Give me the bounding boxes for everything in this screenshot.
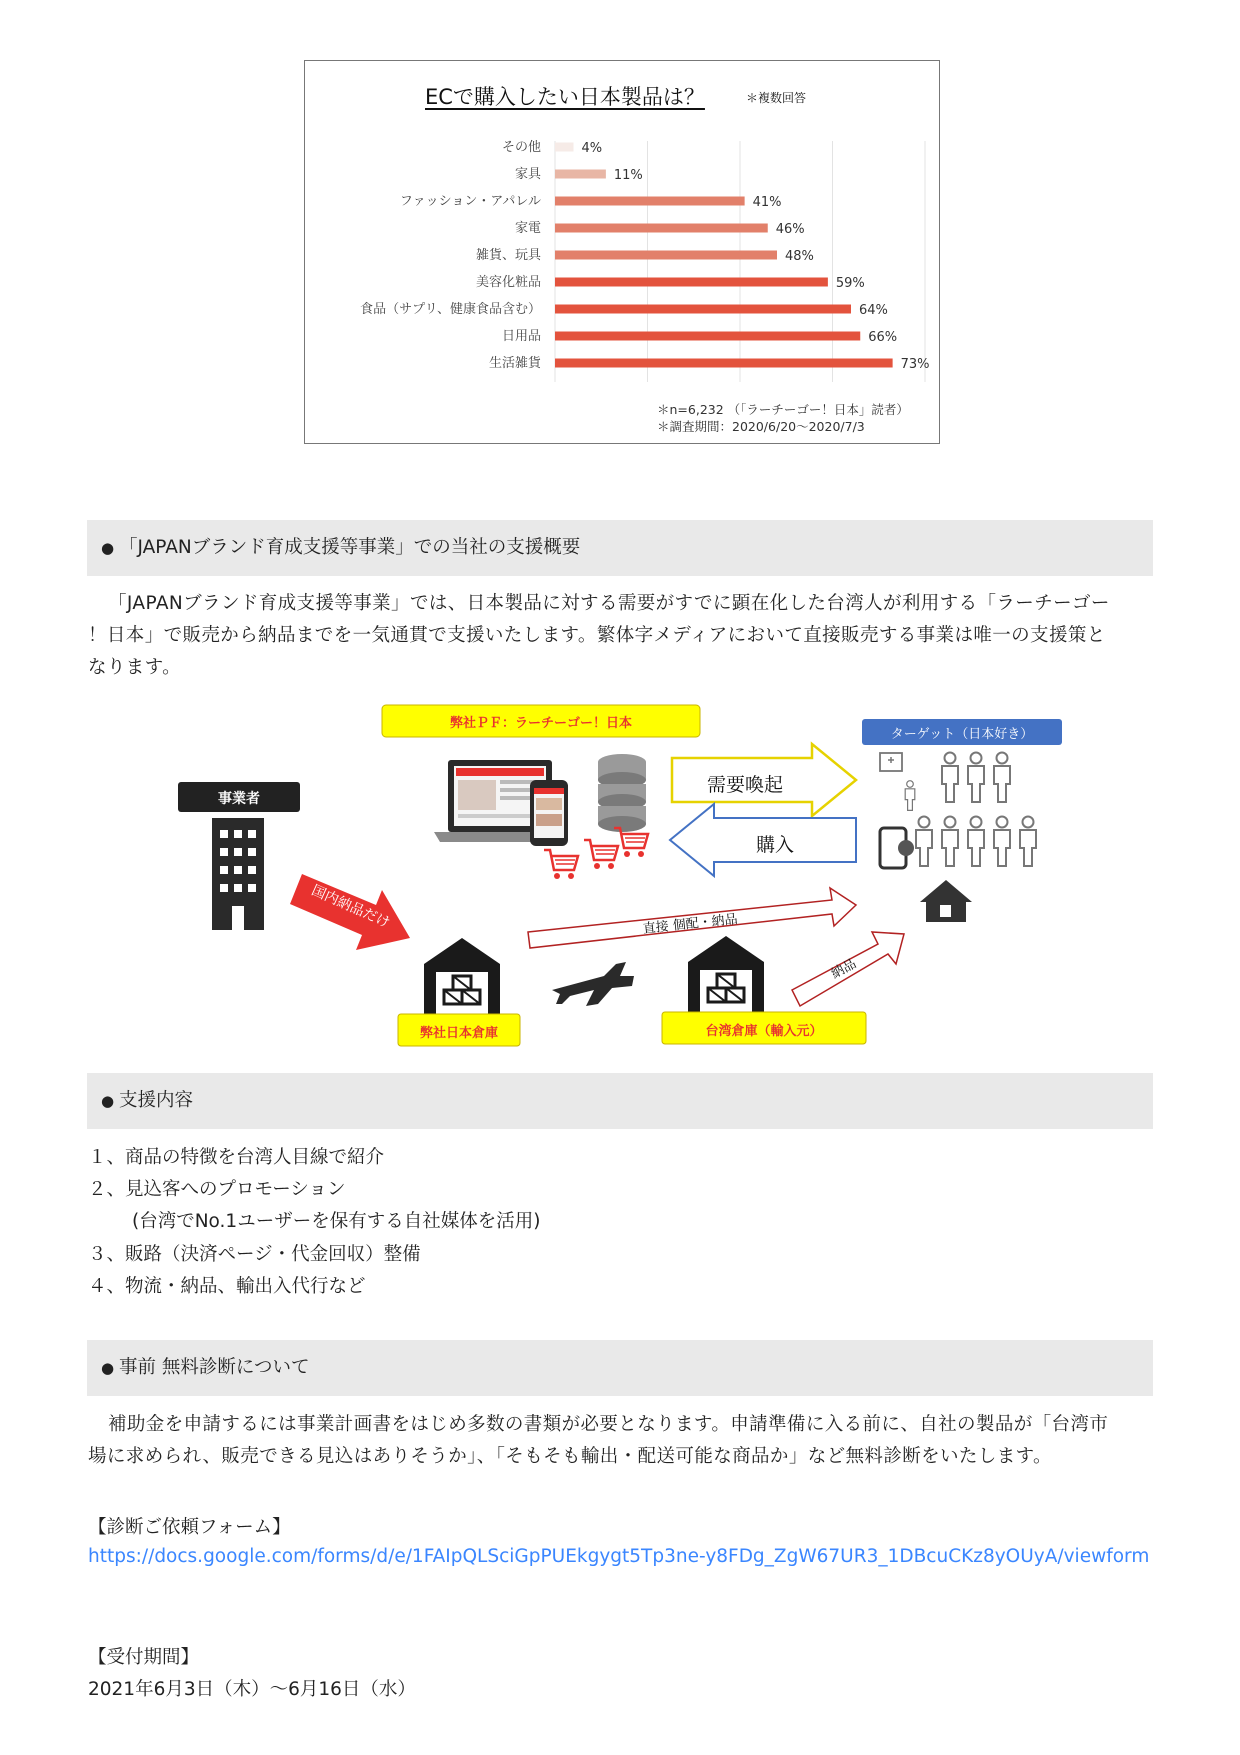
chart-value-label: 4%	[581, 141, 603, 156]
section-heading-text: 「JAPANブランド育成支援等事業」での当社の支援概要	[119, 537, 581, 558]
chart-bar	[555, 305, 851, 314]
paragraph-line: 場に求められ、販売できる見込はありそうか」、「そもそも輸出・配送可能な商品か」など無料診断をいたします。	[88, 1446, 1052, 1467]
database-icon	[598, 754, 646, 832]
chart-note: ＊複数回答	[746, 91, 807, 105]
platform-label: 弊社ＰＦ：ラーチーゴー！日本	[449, 716, 632, 731]
paragraph-line: 補助金を申請するには事業計画書をはじめ多数の書類が必要となります。申請準備に入る前に、自社の製品が「台湾市	[108, 1414, 1109, 1435]
direct-delivery-label: 直接 個配・納品	[642, 912, 739, 937]
section-heading-text: 支援内容	[119, 1090, 194, 1111]
chart-bar	[555, 170, 606, 179]
chart-value-label: 11%	[613, 168, 643, 183]
chart-category-label: 日用品	[501, 329, 541, 344]
chart-category-label: 食品（サプリ、健康食品含む）	[360, 302, 541, 317]
paragraph-line: 「JAPANブランド育成支援等事業」では、日本製品に対する需要がすでに顕在化した台湾人が利用する「ラーチーゴー	[108, 593, 1110, 614]
purchase-label: 購入	[755, 834, 794, 856]
paragraph-line: ！日本」で販売から納品までを一気通貫で支援いたします。繁体字メディアにおいて直接販売する事業は唯一の支援策と	[88, 625, 1106, 646]
cart-icon	[584, 840, 618, 869]
chart-category-label: その他	[501, 140, 541, 155]
tw-warehouse-label: 台湾倉庫（輸入元）	[705, 1024, 823, 1039]
cart-icon	[544, 850, 578, 879]
people-icon-group	[880, 753, 1036, 869]
chart-footnote-period: ＊調査期間：2020/6/20～2020/7/3	[657, 419, 865, 434]
section-heading-overview	[87, 520, 1153, 576]
support-item-note: (台湾でNo.1ユーザーを保有する自社媒体を活用)	[132, 1211, 541, 1232]
support-item: ４、物流・納品、輸出入代行など	[88, 1276, 366, 1297]
chart-value-label: 66%	[868, 330, 898, 345]
section-heading-diagnosis	[87, 1340, 1153, 1396]
demand-label: 需要喚起	[706, 774, 783, 796]
chart-category-label: 家具	[514, 167, 541, 182]
support-item: ２、見込客へのプロモーション	[88, 1179, 346, 1200]
jp-warehouse-label: 弊社日本倉庫	[419, 1026, 498, 1041]
chart-category-label: 美容化粧品	[475, 275, 541, 290]
period-value: 2021年6月3日（木）～6月16日（水）	[88, 1679, 416, 1700]
chart-value-label: 48%	[785, 249, 814, 264]
bullet-icon: ●	[101, 1359, 115, 1377]
chart-bar	[555, 359, 893, 368]
support-item: １、商品の特徴を台湾人目線で紹介	[88, 1147, 385, 1168]
chart-value-label: 64%	[859, 303, 888, 318]
chart-bar	[555, 332, 860, 341]
domestic-label: 国内納品だけ	[308, 882, 393, 932]
support-item: ３、販路（決済ページ・代金回収）整備	[88, 1244, 421, 1265]
chart-bar	[555, 197, 745, 206]
section-heading-support	[87, 1073, 1153, 1129]
diagnosis-paragraph	[88, 1409, 1154, 1473]
warehouse-icon	[424, 938, 500, 1018]
bar-chart	[305, 61, 941, 445]
bullet-icon: ●	[101, 1092, 115, 1110]
chart-value-label: 59%	[835, 276, 865, 291]
form-link[interactable]: https://docs.google.com/forms/d/e/1FAIpQLSciGpPUEkgygt5Tp3ne-y8FDg_ZgW67UR3_1DBcuCKz8yOUyA/viewform	[88, 1546, 1150, 1567]
period-heading: 【受付期間】	[88, 1647, 200, 1668]
delivery-label: 納品	[828, 956, 859, 982]
chart-value-label: 41%	[752, 195, 782, 210]
chart-bar	[555, 224, 768, 233]
airplane-icon	[552, 962, 634, 1006]
cart-icon	[614, 828, 648, 857]
chart-category-label: 生活雑貨	[488, 356, 541, 371]
chart-value-label: 46%	[775, 222, 805, 237]
chart-bar	[555, 143, 574, 152]
smartphone-icon	[530, 780, 568, 846]
chart-category-label: 雑貨、玩具	[475, 248, 541, 263]
paragraph-line: なります。	[88, 657, 182, 678]
chart-category-label: ファッション・アパレル	[399, 194, 541, 209]
logistics-diagram	[0, 700, 1240, 1060]
form-heading: 【診断ご依頼フォーム】	[88, 1517, 291, 1538]
chart-category-label: 家電	[514, 221, 541, 236]
overview-paragraph	[88, 588, 1154, 684]
chart-title: ECで購入したい日本製品は？	[425, 85, 705, 109]
chart-footnote-sample: ＊n=6,232 （「ラーチーゴー！日本」読者）	[657, 402, 909, 417]
office-building-icon	[212, 818, 264, 930]
chart-value-label: 73%	[900, 357, 930, 372]
target-label: ターゲット（日本好き）	[890, 727, 1034, 742]
bullet-icon: ●	[101, 539, 115, 557]
chart-bar	[555, 251, 777, 260]
warehouse-icon	[688, 936, 764, 1016]
business-label: 事業者	[218, 791, 260, 807]
chart-bar	[555, 278, 828, 287]
chart-figure	[304, 60, 940, 444]
section-heading-text: 事前 無料診断について	[119, 1357, 310, 1378]
